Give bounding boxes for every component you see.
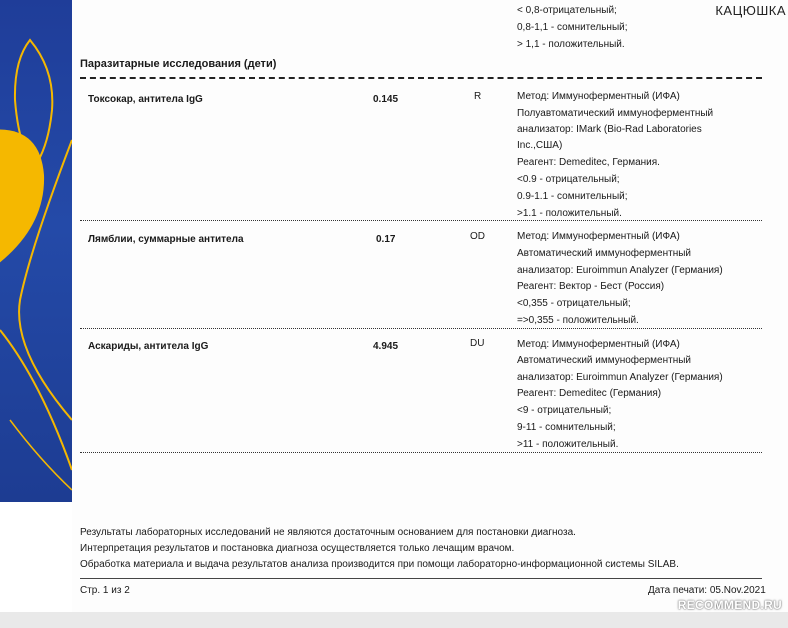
test-value: 4.945	[373, 341, 399, 352]
method-line: Метод: Иммуноферментный (ИФА)	[517, 231, 680, 242]
row-divider	[80, 220, 762, 221]
page-number: Стр. 1 из 2	[80, 585, 130, 596]
test-value: 0.17	[376, 234, 396, 245]
method-line: Реагент: Вектор - Бест (Россия)	[517, 281, 665, 292]
method-line: >1.1 - положительный.	[517, 208, 622, 219]
top-ref-line-2: 0,8-1,1 - сомнительный;	[517, 22, 628, 33]
method-line: анализатор: IMark (Bio-Rad Laboratories	[517, 124, 702, 135]
section-divider	[80, 77, 762, 79]
method-line: Полуавтоматический иммуноферментный	[517, 108, 714, 119]
test-name: Аскариды, антитела IgG	[88, 341, 209, 352]
test-value: 0.145	[373, 94, 399, 105]
disclaimer-line: Результаты лабораторных исследований не являются достаточным основанием для постановки диагноза.	[80, 527, 576, 538]
method-line: анализатор: Euroimmun Analyzer (Германия)	[517, 372, 723, 383]
footer-divider	[80, 578, 762, 579]
row-divider	[80, 328, 762, 329]
decorative-shapes-icon	[0, 0, 72, 502]
method-line: Метод: Иммуноферментный (ИФА)	[517, 91, 680, 102]
side-decoration	[0, 0, 72, 502]
method-line: =>0,355 - положительный.	[517, 315, 639, 326]
row-divider	[80, 452, 762, 453]
method-line: анализатор: Euroimmun Analyzer (Германия)	[517, 265, 723, 276]
watermark-author: КАЦЮШКА	[715, 3, 786, 18]
method-line: <0.9 - отрицательный;	[517, 174, 620, 185]
test-flag: OD	[470, 231, 485, 242]
print-date: Дата печати: 05.Nov.2021	[648, 585, 766, 596]
method-line: Inc.,США)	[517, 140, 563, 151]
method-line: Автоматический иммуноферментный	[517, 355, 691, 366]
method-line: <0,355 - отрицательный;	[517, 298, 631, 309]
test-name: Токсокар, антитела IgG	[88, 94, 203, 105]
disclaimer-line: Интерпретация результатов и постановка диагноза осуществляется только лечащим врачом.	[80, 543, 515, 554]
test-flag: R	[474, 91, 482, 102]
top-ref-line-3: > 1,1 - положительный.	[517, 39, 625, 50]
top-ref-line-1: < 0,8-отрицательный;	[517, 5, 617, 16]
bottom-band	[0, 612, 788, 628]
lab-report-page	[72, 0, 788, 628]
method-line: Автоматический иммуноферментный	[517, 248, 691, 259]
method-line: >11 - положительный.	[517, 439, 619, 450]
section-title: Паразитарные исследования (дети)	[80, 58, 277, 70]
recommend-watermark: RECOMMEND.RU	[677, 598, 782, 612]
method-line: Реагент: Demeditec, Германия.	[517, 157, 660, 168]
method-line: Метод: Иммуноферментный (ИФА)	[517, 339, 680, 350]
method-line: 9-11 - сомнительный;	[517, 422, 616, 433]
test-flag: DU	[470, 338, 485, 349]
test-name: Лямблии, суммарные антитела	[88, 234, 244, 245]
method-line: 0.9-1.1 - сомнительный;	[517, 191, 628, 202]
method-line: Реагент: Demeditec (Германия)	[517, 388, 662, 399]
method-line: <9 - отрицательный;	[517, 405, 612, 416]
disclaimer-line: Обработка материала и выдача результатов анализа производится при помощи лабораторно-информационной системы SILAB.	[80, 559, 679, 570]
